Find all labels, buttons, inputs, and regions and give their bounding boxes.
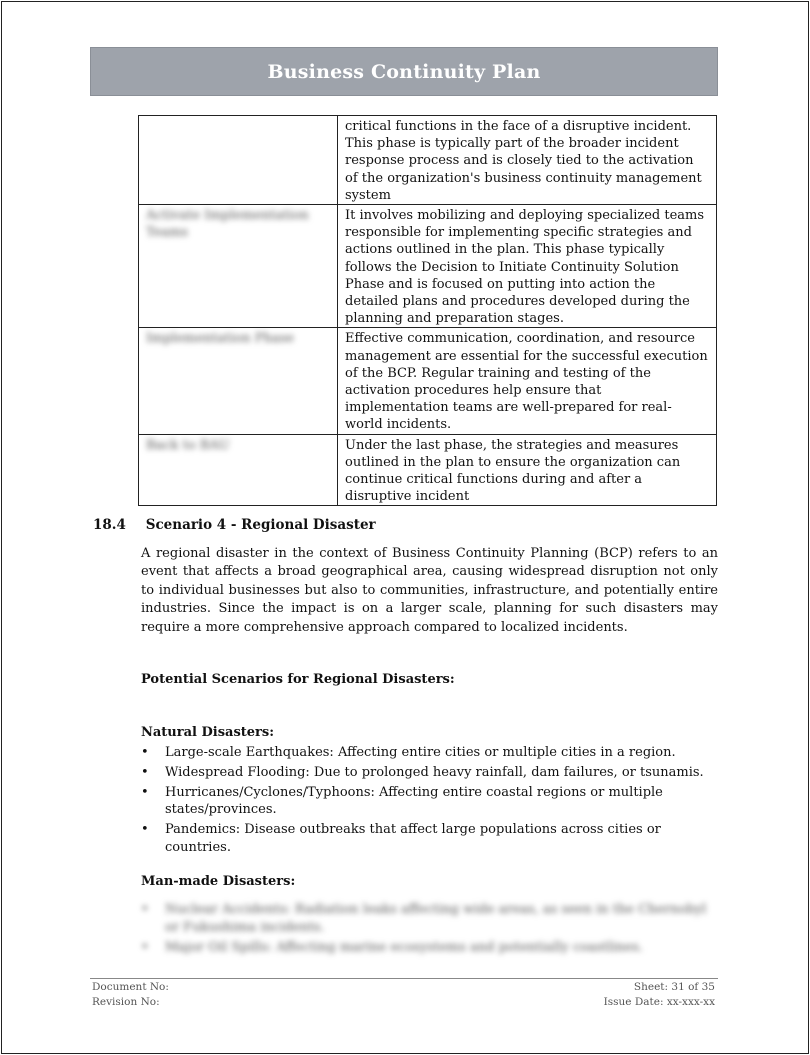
page-header <box>90 47 718 96</box>
list-item: • Hurricanes/Cyclones/Typhoons: Affecting entire coastal regions or multiple states/provinces. <box>141 784 718 820</box>
section-title: Scenario 4 - Regional Disaster <box>145 517 376 533</box>
table-row <box>139 116 717 205</box>
phase-name-cell <box>139 328 338 434</box>
document-number-label: Document No: <box>92 981 169 993</box>
document-page <box>1 1 809 1054</box>
list-item: • Major Oil Spills: Affecting marine ecosystems and potentially coastlines. <box>141 939 718 957</box>
natural-disasters-heading: Natural Disasters: <box>141 725 275 740</box>
phase-name-cell <box>139 205 338 328</box>
section-paragraph: A regional disaster in the context of Business Continuity Planning (BCP) refers to an event that affects a broad geographical area, causing widespread disruption not only to individual businesses but also to communities, infrastructure, and potentially entire industries. Since the impact is on a larger scale, planning for such disasters may require a more comprehensive approach compared to localized incidents. <box>141 546 718 635</box>
phase-name-cell <box>139 116 338 205</box>
footer-divider <box>90 978 718 979</box>
phase-name-redacted: Implementation Phase <box>146 331 294 347</box>
phase-description-cell: Effective communication, coordination, and resource management are essential for the successful execution of the BCP. Regular training and testing of the activation procedures help ensure that implementation teams are well-prepared for real-world incidents. <box>338 328 717 434</box>
phase-name-redacted: Activate Implementation Teams <box>146 208 309 241</box>
issue-date: Issue Date: xx-xxx-xx <box>603 996 715 1008</box>
table-row <box>139 328 717 434</box>
section-heading <box>93 517 376 533</box>
table-row <box>139 434 717 506</box>
header-title: Business Continuity Plan <box>267 60 541 83</box>
list-item: • Nuclear Accidents: Radiation leaks affecting wide areas, as seen in the Chernobyl or Fukushima incidents. <box>141 901 718 937</box>
section-number: 18.4 <box>93 517 126 533</box>
sheet-number: Sheet: 31 of 35 <box>633 981 715 993</box>
man-made-disasters-heading: Man-made Disasters: <box>141 874 296 889</box>
phase-description-cell: critical functions in the face of a disruptive incident. This phase is typically part of the broader incident response process and is closely tied to the activation of the organization's business continuity management system <box>338 116 717 205</box>
phase-description-cell: It involves mobilizing and deploying specialized teams responsible for implementing specific strategies and actions outlined in the plan. This phase typically follows the Decision to Initiate Continuity Solution Phase and is focused on putting into action the detailed plans and procedures developed during the planning and preparation stages. <box>338 205 717 328</box>
revision-number-label: Revision No: <box>92 996 160 1008</box>
man-made-disasters-list <box>141 901 718 958</box>
phase-name-cell <box>139 434 338 506</box>
potential-scenarios-heading: Potential Scenarios for Regional Disasters: <box>141 672 455 687</box>
phase-name-redacted: Back to BAU <box>146 437 230 453</box>
list-item: • Widespread Flooding: Due to prolonged heavy rainfall, dam failures, or tsunamis. <box>141 764 718 782</box>
list-item: • Large-scale Earthquakes: Affecting entire cities or multiple cities in a region. <box>141 744 718 762</box>
natural-disasters-list <box>141 744 718 859</box>
phases-table <box>138 115 717 506</box>
table-row <box>139 205 717 328</box>
phase-description-cell: Under the last phase, the strategies and measures outlined in the plan to ensure the organization can continue critical functions during and after a disruptive incident <box>338 434 717 506</box>
list-item: • Pandemics: Disease outbreaks that affect large populations across cities or countries. <box>141 821 718 857</box>
